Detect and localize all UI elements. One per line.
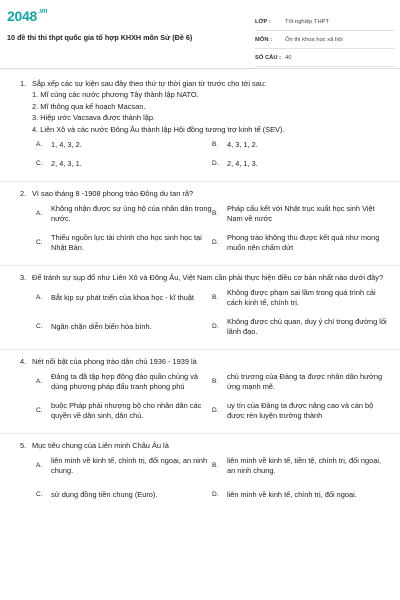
option-letter: A.: [36, 377, 43, 385]
option-letter: A.: [36, 461, 43, 469]
question-prompt: Vì sao tháng 8 -1908 phong trào Đông du tan rã?: [32, 189, 194, 198]
meta-value: Ôn thi khoa học xã hội: [285, 36, 343, 43]
answer-option-b[interactable]: [212, 138, 388, 152]
meta-row-class: [255, 13, 395, 31]
option-letter: A.: [36, 140, 43, 148]
site-logo[interactable]: [7, 8, 47, 24]
question-text: [20, 356, 392, 367]
option-letter: D.: [212, 159, 219, 167]
meta-key: SỐ CÂU :: [255, 54, 282, 61]
answer-option-a[interactable]: [36, 138, 212, 152]
option-text: 2, 4, 3, 1.: [51, 158, 82, 168]
question-1: [0, 78, 400, 176]
question-text: [20, 78, 392, 89]
option-letter: D.: [212, 322, 219, 330]
document-meta: [255, 13, 395, 67]
document-title: 10 đề thi thi thpt quốc gia tổ hợp KHXH môn Sử (Đề 6): [7, 33, 193, 42]
question-text: [20, 440, 392, 451]
option-letter: B.: [212, 461, 219, 469]
answer-option-d[interactable]: [212, 483, 388, 507]
question-number: 4.: [20, 357, 27, 366]
meta-value: Tốt nghiệp THPT: [285, 18, 330, 25]
option-letter: B.: [212, 293, 219, 301]
option-text: Đảng ta đã tập hợp đông đảo quần chúng và dùng phương pháp đấu tranh phong phú: [51, 371, 199, 391]
option-letter: A.: [36, 293, 43, 301]
option-text: Không được chủ quan, duy ý chí trong đường lối lãnh đạo.: [227, 316, 387, 336]
answer-option-b[interactable]: [212, 202, 388, 226]
answer-option-c[interactable]: [36, 315, 212, 339]
answer-option-d[interactable]: [212, 315, 388, 339]
logo-suffix: .vn: [37, 8, 48, 15]
option-letter: D.: [212, 406, 219, 414]
option-letter: A.: [36, 209, 43, 217]
meta-key: MÔN :: [255, 36, 273, 43]
question-statements: [20, 89, 392, 135]
option-letter: C.: [36, 490, 43, 498]
question-3: [0, 272, 400, 344]
answer-option-a[interactable]: [36, 454, 212, 478]
answer-options: [20, 286, 392, 344]
meta-value: 40: [285, 54, 292, 61]
statement-line: 4. Liên Xô và các nước Đông Âu thành lập Hội đồng tương trợ kinh tế (SEV).: [32, 124, 285, 134]
meta-row-count: [255, 49, 395, 67]
option-text: uy tín của Đảng ta được nâng cao và cán bộ được rèn luyện trưởng thành: [227, 400, 374, 420]
option-text: 1, 4, 3, 2.: [51, 139, 82, 149]
question-prompt: Mục tiêu chung của Liên minh Châu Âu là: [32, 441, 169, 450]
option-letter: B.: [212, 377, 219, 385]
answer-option-d[interactable]: [212, 231, 388, 255]
option-letter: C.: [36, 406, 43, 414]
answer-option-b[interactable]: [212, 454, 388, 478]
option-text: 4, 3, 1, 2.: [227, 139, 258, 149]
question-list: [0, 78, 400, 512]
answer-option-a[interactable]: [36, 286, 212, 310]
answer-option-c[interactable]: [36, 483, 212, 507]
question-separator: [0, 181, 400, 182]
question-4: [0, 356, 400, 428]
header-divider: [0, 68, 400, 69]
question-separator: [0, 349, 400, 350]
question-separator: [0, 433, 400, 434]
question-prompt: Nét nổi bật của phong trào dân chủ 1936 - 1939 là: [32, 357, 197, 366]
option-text: Thiếu nguồn lực tài chính cho học sinh học tại Nhật Bản.: [51, 232, 202, 252]
option-letter: C.: [36, 322, 43, 330]
option-text: chủ trương của Đảng ta được nhân dân hưởng ứng mạnh mẽ.: [227, 371, 383, 391]
answer-option-a[interactable]: [36, 202, 212, 226]
answer-options: [20, 454, 392, 512]
answer-option-c[interactable]: [36, 157, 212, 171]
header: [0, 0, 400, 66]
question-number: 5.: [20, 441, 27, 450]
option-text: Bắt kịp sự phát triển của khoa học - kĩ thuật: [51, 292, 194, 302]
question-prompt: Sắp xếp các sự kiện sau đây theo thứ tự thời gian từ trước cho tới sau:: [32, 79, 267, 88]
option-text: 2, 4, 1, 3.: [227, 158, 258, 168]
answer-options: [20, 370, 392, 428]
answer-options: [20, 138, 392, 176]
question-number: 1.: [20, 79, 27, 88]
question-prompt: Để tránh sự sụp đổ như Liên Xô và Đông Âu, Việt Nam cần phải thực hiện điều cơ bản nhất nào dưới đây?: [32, 273, 384, 282]
statement-line: 2. Mĩ thông qua kế hoạch Macsan.: [32, 101, 146, 111]
question-separator: [0, 265, 400, 266]
option-letter: B.: [212, 140, 219, 148]
meta-row-subject: [255, 31, 395, 49]
answer-option-c[interactable]: [36, 231, 212, 255]
option-letter: C.: [36, 159, 43, 167]
answer-options: [20, 202, 392, 260]
option-text: Không nhận được sự ủng hộ của nhân dân trong nước.: [51, 203, 212, 223]
answer-option-b[interactable]: [212, 370, 388, 394]
option-text: liên minh về kinh tế, chính trị, đối ngoại, an ninh chung.: [51, 455, 208, 475]
option-text: liên minh về kinh tế, tiền tệ, chính trị, đối ngoại, an ninh chung.: [227, 455, 382, 475]
answer-option-d[interactable]: [212, 399, 388, 423]
question-number: 2.: [20, 189, 27, 198]
answer-option-c[interactable]: [36, 399, 212, 423]
statement-line: 1. Mĩ cùng các nước phương Tây thành lập NATO.: [32, 90, 199, 99]
meta-key: LỚP :: [255, 18, 271, 25]
option-letter: B.: [212, 209, 219, 217]
option-letter: D.: [212, 490, 219, 498]
option-letter: C.: [36, 238, 43, 246]
question-2: [0, 188, 400, 260]
statement-line: 3. Hiệp ước Vacsava được thành lập.: [32, 113, 155, 122]
answer-option-d[interactable]: [212, 157, 388, 171]
question-5: [0, 440, 400, 512]
question-text: [20, 188, 392, 199]
option-text: Phong trào không thu được kết quả như mong muốn nên chấm dứt: [227, 232, 380, 252]
option-text: sử dụng đồng tiền chung (Euro).: [51, 489, 158, 499]
option-text: Không được phạm sai lầm trong quá trình cải cách kinh tế, chính trị.: [227, 287, 376, 307]
answer-option-a[interactable]: [36, 370, 212, 394]
option-text: Ngăn chặn diễn biến hòa bình.: [51, 321, 152, 331]
question-text: [20, 272, 392, 283]
logo-text: 2048: [7, 8, 37, 24]
option-text: liên minh về kinh tế, chính trị, đối ngoại.: [227, 489, 357, 499]
answer-option-b[interactable]: [212, 286, 388, 310]
option-text: Pháp cấu kết với Nhật trục xuất học sinh Việt Nam về nước: [227, 203, 375, 223]
option-letter: D.: [212, 238, 219, 246]
question-number: 3.: [20, 273, 27, 282]
option-text: buộc Pháp phải nhượng bộ cho nhân dân các quyền về dân sinh, dân chủ.: [51, 400, 202, 420]
